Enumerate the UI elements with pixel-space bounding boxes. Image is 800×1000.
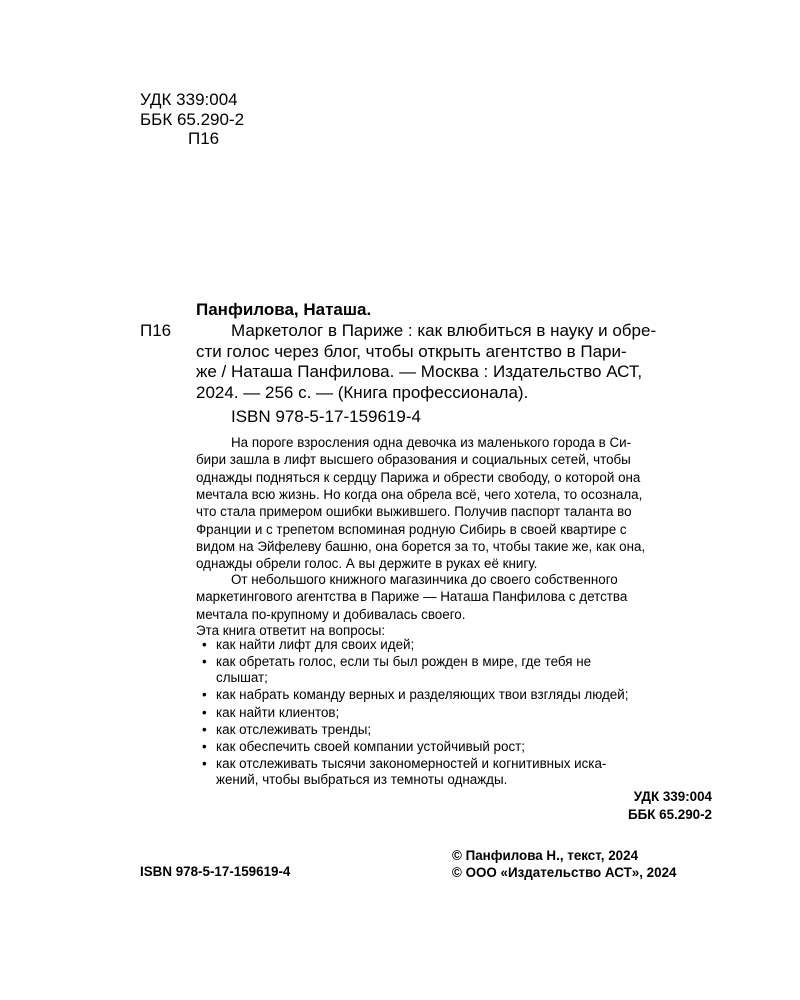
list-item <box>196 654 712 686</box>
bullet: • <box>202 721 207 737</box>
annotation-line: видом на Эйфелеву башню, она борется за то, чтобы такие же, как она, <box>196 539 646 555</box>
bullet: • <box>202 687 207 703</box>
description-line: 2024. — 256 с. — (Книга профессионала). <box>196 382 529 402</box>
list-item-line: как набрать команду верных и разделяющих твои взгляды людей; <box>216 687 629 703</box>
description-line: Маркетолог в Париже : как влюбиться в науку и обре- <box>231 321 657 340</box>
udk-code: УДК 339:004 <box>140 90 238 109</box>
bottom-classification-codes <box>628 788 712 824</box>
description-line: же / Наташа Панфилова. — Москва : Издательство АСТ, <box>196 362 643 381</box>
list-item <box>196 722 712 738</box>
list-item <box>196 756 712 788</box>
intro-line: маркетингового агентства в Париже — Наташа Панфилова с детства <box>196 589 628 605</box>
list-item-line: как найти лифт для своих идей; <box>216 637 415 652</box>
bullet: • <box>202 637 207 652</box>
isbn: ISBN 978-5-17-159619-4 <box>231 407 421 426</box>
list-item-line: жений, чтобы выбраться из темноты однажды. <box>216 772 508 788</box>
annotation-line: Франции и с трепетом вспоминая родную Сибирь в своей квартире с <box>196 521 627 537</box>
bottom-bbk-code: ББК 65.290-2 <box>627 807 712 822</box>
annotation-line: однажды обрели голос. А вы держите в руках её книгу. <box>196 556 538 572</box>
intro-paragraph <box>196 571 712 623</box>
call-mark: П16 <box>140 321 172 340</box>
annotation-line: однажды подняться к сердцу Парижа и обрести свободу, о которой она <box>196 469 641 485</box>
bbk-code: ББК 65.290-2 <box>140 109 245 129</box>
copyright-author: © Панфилова Н., текст, 2024 <box>452 848 639 863</box>
list-item-line: как отслеживать тысячи закономерностей и когнитивных иска- <box>216 756 607 772</box>
footer-isbn: ISBN 978-5-17-159619-4 <box>140 864 291 879</box>
bottom-udk-code: УДК 339:004 <box>633 789 712 804</box>
list-item-line: как найти клиентов; <box>216 704 340 720</box>
bullet: • <box>202 756 207 772</box>
classification-codes <box>140 90 244 149</box>
annotation-paragraph <box>196 434 712 573</box>
bullet: • <box>202 704 207 720</box>
list-item <box>196 637 712 653</box>
bibliographic-description <box>196 321 712 403</box>
bullet: • <box>202 654 207 670</box>
annotation-line: бири зашла в лифт высшего образования и социальных сетей, чтобы <box>196 452 631 468</box>
list-item-line: как обеспечить своей компании устойчивый рост; <box>216 739 526 755</box>
annotation-line: что стала примером ошибки выжившего. Получив паспорт таланта во <box>196 504 632 520</box>
copyright-publisher: © ООО «Издательство АСТ», 2024 <box>452 865 677 880</box>
author-mark: П16 <box>188 129 220 148</box>
questions-heading: Эта книга ответит на вопросы: <box>196 623 386 638</box>
list-item <box>196 705 712 721</box>
annotation-line: мечтала всю жизнь. Но когда она обрела всё, чего хотела, то осознала, <box>196 487 643 503</box>
description-line: сти голос через блог, чтобы открыть агентство в Пари- <box>196 341 627 361</box>
list-item-line: как отслеживать тренды; <box>216 721 372 737</box>
list-item <box>196 687 712 703</box>
copyright-block <box>452 847 676 881</box>
list-item-line: как обретать голос, если ты был рожден в мире, где тебя не <box>216 654 592 670</box>
bullet: • <box>202 739 207 755</box>
intro-line: От небольшого книжного магазинчика до своего собственного <box>231 572 618 587</box>
list-item-line: слышат; <box>216 670 268 686</box>
intro-line: мечтала по-крупному и добивалась своего. <box>196 606 466 622</box>
author-heading: Панфилова, Наташа. <box>196 300 372 319</box>
questions-list <box>196 637 712 790</box>
list-item <box>196 739 712 755</box>
annotation-line: На пороге взросления одна девочка из маленького города в Си- <box>231 435 632 450</box>
